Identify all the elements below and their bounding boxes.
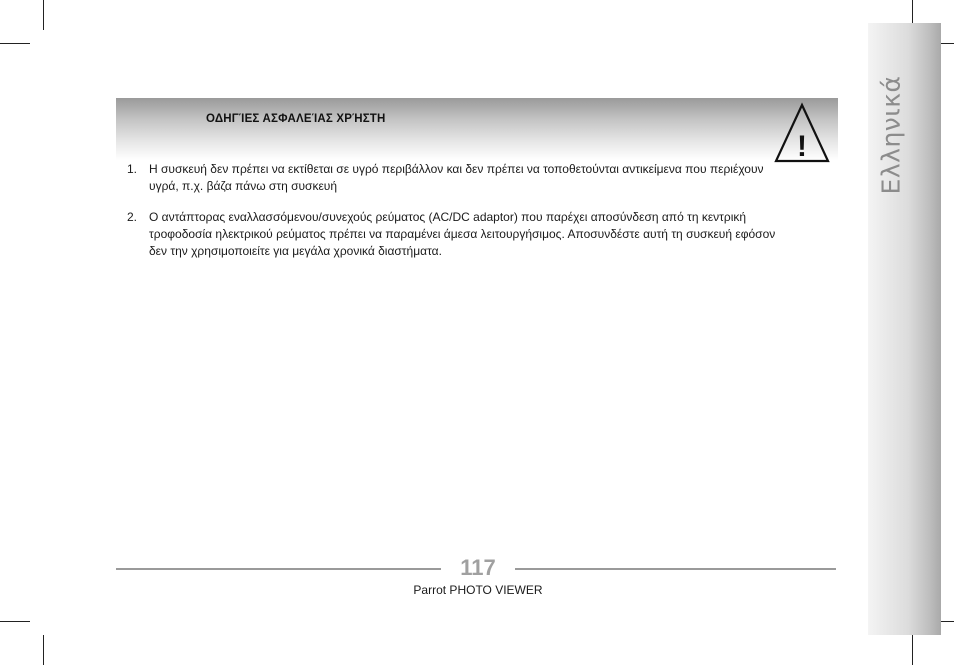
- footer-rule-left: [116, 568, 441, 570]
- item-number: 2.: [127, 210, 138, 224]
- warning-exclamation: !: [797, 130, 807, 163]
- crop-mark: [43, 635, 44, 665]
- section-title: ΟΔΗΓΊΕΣ ΑΣΦΑΛΕΊΑΣ ΧΡΉΣΤΗ: [206, 113, 386, 125]
- page-number: 117: [460, 555, 496, 580]
- section-header-band: [116, 98, 838, 160]
- warning-triangle-icon: [773, 101, 831, 163]
- product-name: Parrot PHOTO VIEWER: [413, 583, 543, 597]
- crop-mark: [0, 43, 30, 44]
- crop-mark: [43, 0, 44, 30]
- footer-rule-right: [515, 568, 836, 570]
- language-label: Ελληνικά: [876, 75, 906, 195]
- crop-mark: [0, 621, 30, 622]
- crop-mark: [912, 635, 913, 665]
- item-text: Ο αντάπτορας εναλλασσόμενου/συνεχούς ρεύματος (AC/DC adaptor) που παρέχει αποσύνδεση από τη κεντρική τροφοδοσία ηλεκτρικού ρεύματος πρέπει να παραμένει άμεσα λειτουργήσιμος. Αποσυνδέστε αυτή τη συσκευή εφόσον δεν την χρησιμοποιείτε για μεγάλα χρονικά διαστήματα.: [149, 210, 776, 258]
- safety-item: [127, 209, 787, 260]
- safety-item: [127, 161, 787, 195]
- item-text: Η συσκευή δεν πρέπει να εκτίθεται σε υγρό περιβάλλον και δεν πρέπει να τοποθετούνται αντικείμενα που περιέχουν υγρά, π.χ. βάζα πάνω στη συσκευή: [149, 162, 764, 193]
- item-number: 1.: [127, 162, 138, 176]
